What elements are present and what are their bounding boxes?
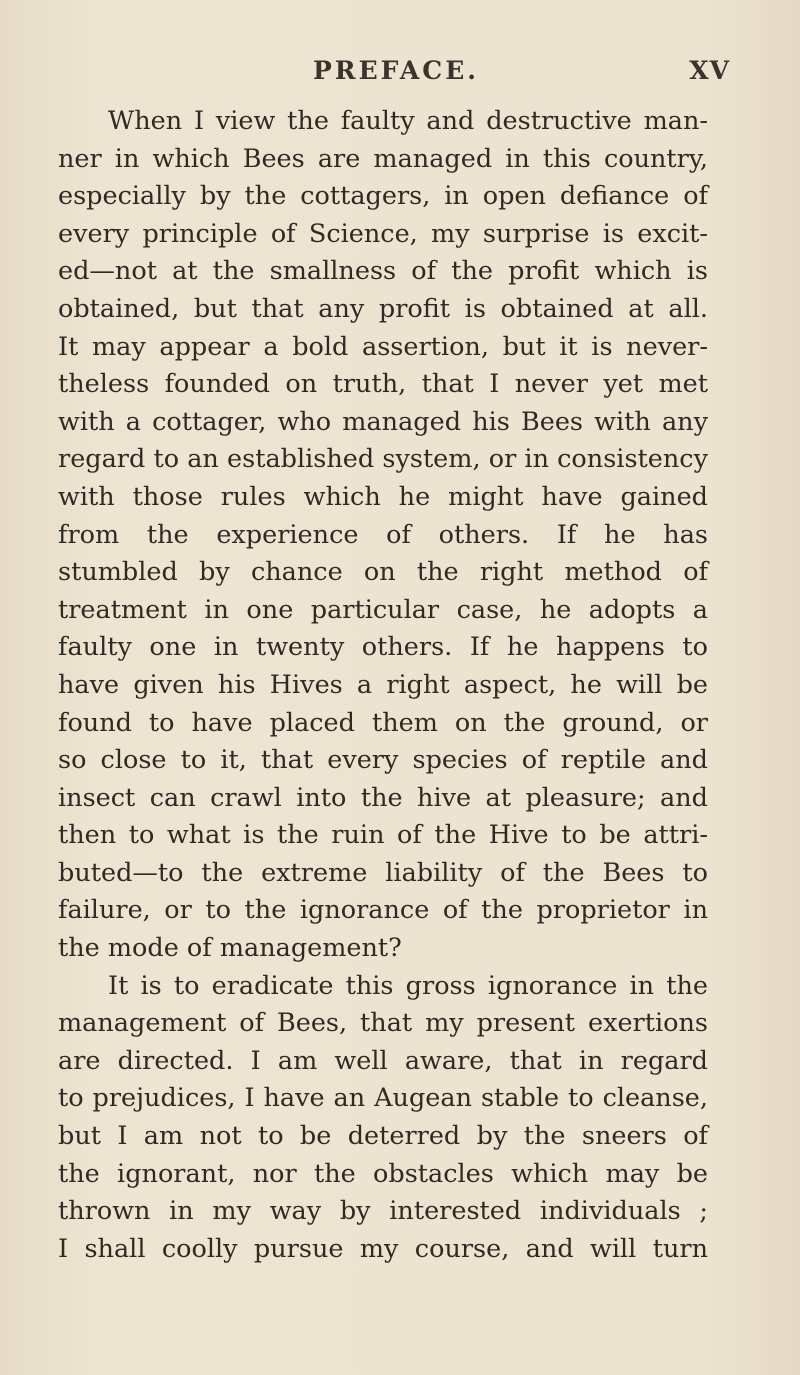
text-line: thrown in my way by interested individuals ; (58, 1196, 708, 1227)
text-line: failure, or to the ignorance of the proprietor in (58, 895, 708, 926)
text-line: with a cottager, who managed his Bees with any (58, 406, 708, 437)
text-line: from the experience of others. If he has (58, 519, 708, 550)
text-line: are directed. I am well aware, that in regard (58, 1045, 708, 1076)
text-line: faulty one in twenty others. If he happens to (58, 632, 708, 663)
text-line: found to have placed them on the ground, or (58, 707, 708, 738)
text-line: then to what is the ruin of the Hive to be attri- (58, 820, 708, 851)
running-head (58, 56, 730, 96)
page-number: XV (689, 56, 730, 85)
text-line: to prejudices, I have an Augean stable to cleanse, (58, 1083, 708, 1114)
text-line: but I am not to be deterred by the sneers of (58, 1121, 708, 1152)
body-text (58, 103, 708, 1268)
text-line: insect can crawl into the hive at pleasure; and (58, 782, 708, 813)
text-line: theless founded on truth, that I never yet met (58, 369, 708, 400)
text-line: management of Bees, that my present exertions (58, 1008, 708, 1039)
text-line: treatment in one particular case, he adopts a (58, 594, 708, 625)
text-line: especially by the cottagers, in open defiance of (58, 181, 708, 212)
text-line: with those rules which he might have gained (58, 481, 708, 512)
text-line: ed—not at the smallness of the profit which is (58, 256, 708, 287)
text-line: It is to eradicate this gross ignorance in the (108, 970, 708, 1001)
text-line: the mode of management? (58, 933, 402, 964)
text-line: It may appear a bold assertion, but it is never- (58, 331, 708, 362)
text-line: every principle of Science, my surprise is excit- (58, 218, 708, 249)
text-line: have given his Hives a right aspect, he will be (58, 669, 708, 700)
paragraph-2 (58, 968, 708, 1269)
text-line: I shall coolly pursue my course, and will turn (58, 1233, 708, 1264)
text-line: When I view the faulty and destructive man- (108, 106, 708, 136)
text-line: stumbled by chance on the right method of (58, 557, 708, 588)
text-line: so close to it, that every species of reptile and (58, 745, 708, 776)
text-line: regard to an established system, or in consistency (58, 444, 708, 475)
text-line: buted—to the extreme liability of the Bees to (58, 857, 708, 888)
text-line: obtained, but that any profit is obtained at all. (58, 293, 708, 324)
text-line: the ignorant, nor the obstacles which may be (58, 1158, 708, 1189)
running-title: PREFACE. (313, 56, 479, 85)
paragraph-1 (58, 103, 708, 968)
text-line: ner in which Bees are managed in this country, (58, 143, 708, 174)
